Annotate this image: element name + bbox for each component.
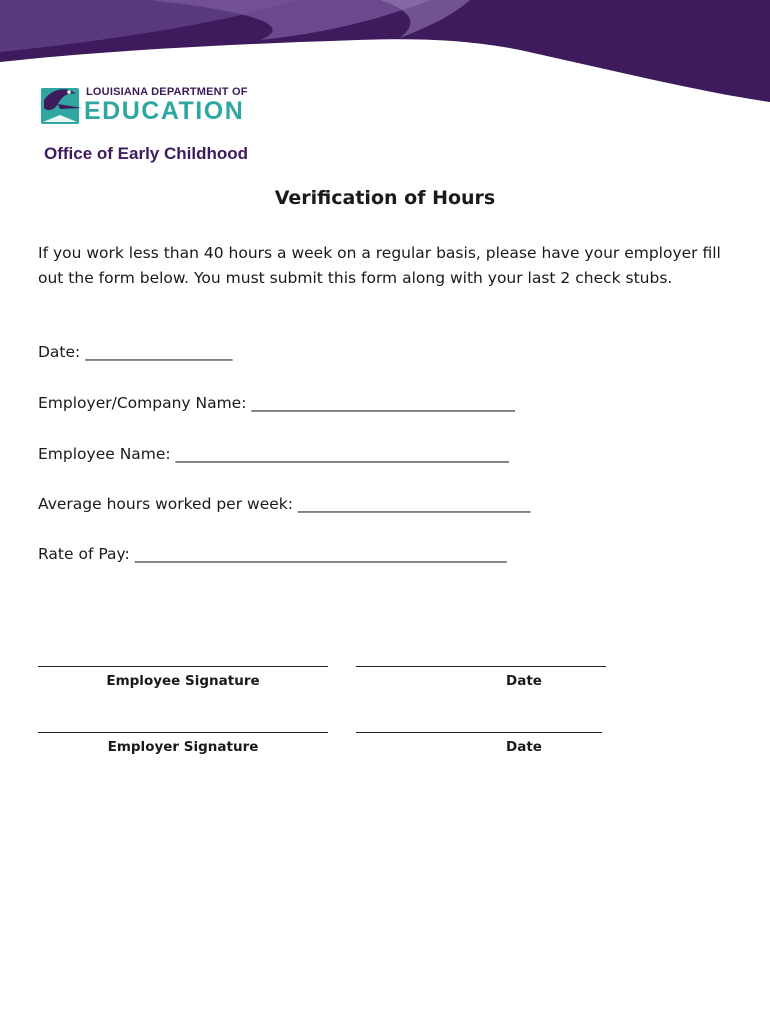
date-field[interactable]: [38, 343, 232, 361]
office-name: Office of Early Childhood: [44, 144, 249, 163]
org-name-main: EDUCATION: [84, 97, 245, 125]
employee-signature-date-label: Date: [506, 673, 542, 689]
employer-company-name-field[interactable]: [38, 394, 515, 412]
rate-of-pay-field[interactable]: [38, 545, 507, 563]
employer-company-name-label: Employer/Company Name:: [38, 394, 252, 412]
average-hours-field[interactable]: [38, 495, 530, 513]
employee-signature-line[interactable]: [38, 666, 328, 667]
employer-signature-date-label: Date: [506, 739, 542, 755]
employee-name-blank[interactable]: ___________________________________________: [175, 445, 509, 463]
employer-company-name-blank[interactable]: __________________________________: [251, 394, 515, 412]
form-title: Verification of Hours: [274, 187, 496, 209]
form-instructions: If you work less than 40 hours a week on a regular basis, please have your employer fill out the form below. You must submit this form along with your last 2 check stubs.: [38, 244, 721, 287]
employer-signature-line[interactable]: [38, 732, 328, 733]
employee-name-field[interactable]: [38, 445, 509, 463]
date-field-blank[interactable]: ___________________: [85, 343, 233, 361]
employee-signature-label: Employee Signature: [106, 673, 260, 689]
employer-signature-date-line[interactable]: [356, 732, 602, 733]
rate-of-pay-label: Rate of Pay:: [38, 545, 135, 563]
average-hours-label: Average hours worked per week:: [38, 495, 298, 513]
employee-name-label: Employee Name:: [38, 445, 176, 463]
date-field-label: Date:: [38, 343, 86, 361]
average-hours-blank[interactable]: ______________________________: [297, 495, 531, 513]
org-name-top: LOUISIANA DEPARTMENT OF: [86, 86, 248, 98]
employer-signature-label: Employer Signature: [107, 739, 259, 755]
employee-signature-date-line[interactable]: [356, 666, 606, 667]
rate-of-pay-blank[interactable]: ________________________________________________: [134, 545, 507, 563]
